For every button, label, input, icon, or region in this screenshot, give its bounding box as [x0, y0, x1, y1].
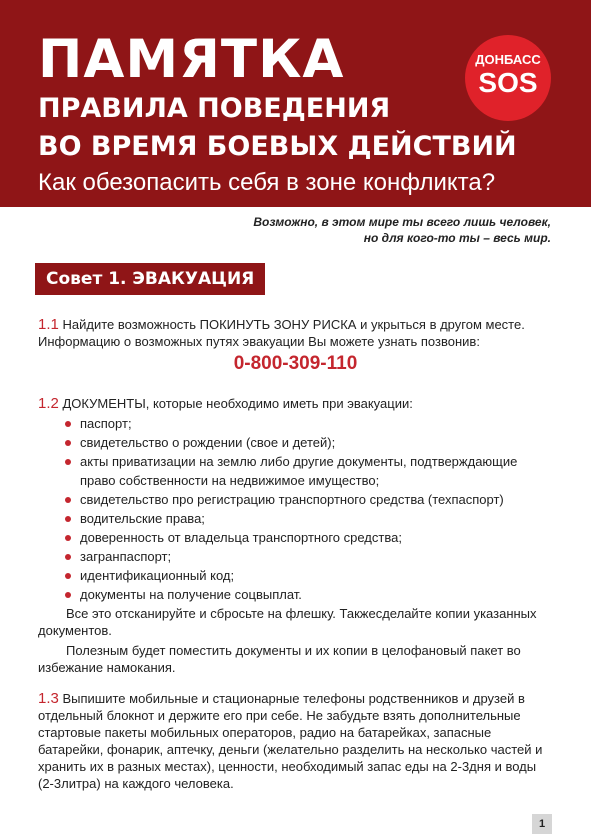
page-number: 1: [532, 814, 552, 834]
list-item: свидетельство о рождении (свое и детей);: [65, 433, 545, 452]
list-item: доверенность от владельца транспортного средства;: [65, 528, 545, 547]
list-item: документы на получение соцвыплат.: [65, 585, 545, 604]
subtitle-line-2: ВО ВРЕМЯ БОЕВЫХ ДЕЙСТВИЙ: [38, 131, 517, 162]
list-item: свидетельство про регистрацию транспортного средства (техпаспорт): [65, 490, 545, 509]
header-banner: [0, 0, 591, 207]
item-1-2: [38, 395, 552, 412]
logo-top-text: ДОНБАСС: [475, 52, 541, 67]
item-number: 1.2: [38, 395, 59, 412]
list-item: загранпаспорт;: [65, 547, 545, 566]
bag-note: Полезным будет поместить документы и их копии в целофановый пакет во избежание намокания.: [38, 643, 521, 675]
page-title: ПАМЯТКА: [38, 29, 345, 90]
item-1-3: [38, 690, 552, 792]
documents-list: [65, 414, 545, 604]
item-intro: ДОКУМЕНТЫ, которые необходимо иметь при эвакуации:: [62, 396, 413, 411]
section-title: Совет 1. ЭВАКУАЦИЯ: [35, 263, 265, 295]
item-number: 1.3: [38, 690, 59, 707]
subtitle-line-1: ПРАВИЛА ПОВЕДЕНИЯ: [38, 93, 391, 124]
quote-line-1: Возможно, в этом мире ты всего лишь человек,: [253, 215, 551, 229]
hotline-phone: 0-800-309-110: [233, 353, 358, 374]
logo-main-text: SOS: [478, 67, 538, 98]
list-item: идентификационный код;: [65, 566, 545, 585]
donbass-sos-logo: [465, 35, 551, 121]
item-text: Выпишите мобильные и стационарные телефоны родственников и друзей в отдельный блокнот и держите его при себе. Не забудьте взять дополнительные стартовые пакеты мобильных операторов, радио на батарейках, запасные батарейки, фонарик, аптечку, деньги (желательно разделить на несколько частей и хранить их в разных местах), ценности, необходимый запас еды на 2-3дня и воды (2-3литра) на каждого человека.: [38, 691, 543, 791]
list-item: паспорт;: [65, 414, 545, 433]
item-1-1: [38, 316, 552, 350]
list-item: водительские права;: [65, 509, 545, 528]
item-number: 1.1: [38, 316, 59, 333]
item-text: Найдите возможность ПОКИНУТЬ ЗОНУ РИСКА и укрыться в другом месте. Информацию о возможных путях эвакуации Вы можете узнать позвонив:: [38, 317, 525, 349]
subtitle-question: Как обезопасить себя в зоне конфликта?: [38, 169, 496, 196]
epigraph-quote: [253, 214, 551, 246]
quote-line-2: но для кого-то ты – весь мир.: [363, 231, 551, 245]
scan-note: Все это отсканируйте и сбросьте на флешку. Такжесделайте копии указанных документов.: [38, 606, 537, 638]
list-item: акты приватизации на землю либо другие документы, подтверждающие право собственности на недвижимое имущество;: [65, 452, 545, 490]
